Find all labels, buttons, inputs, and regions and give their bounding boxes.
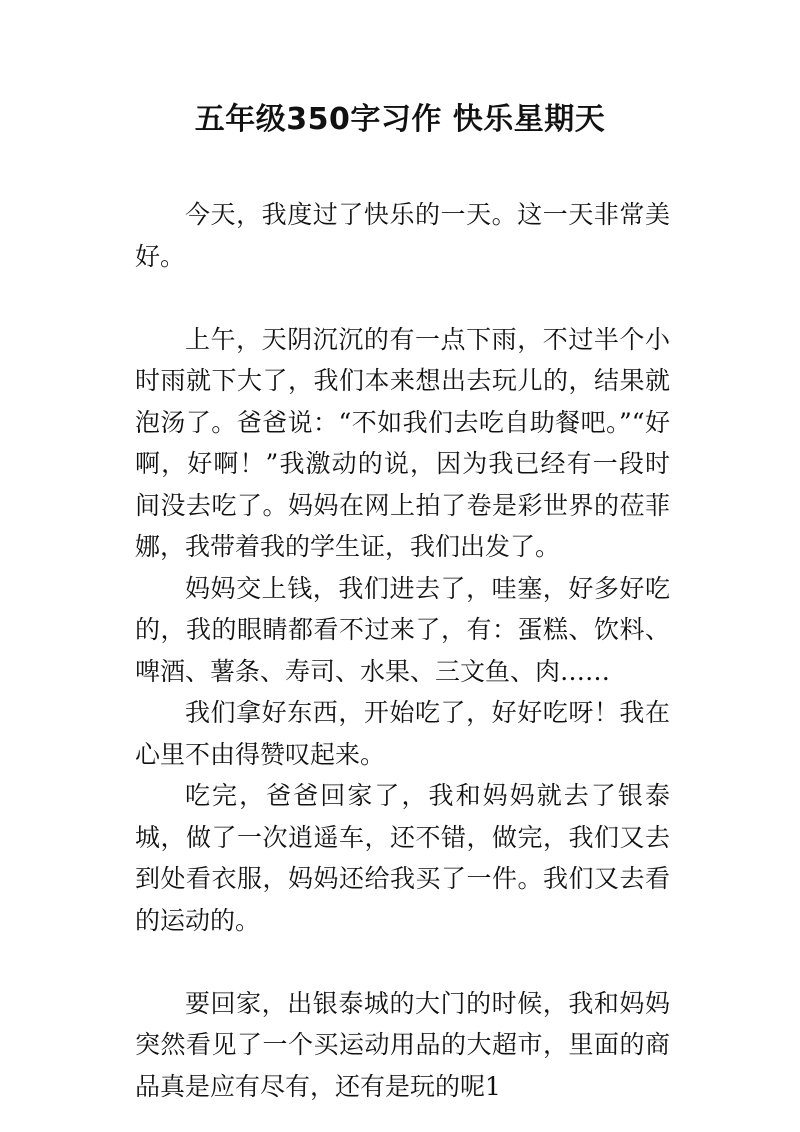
paragraph-1: 今天，我度过了快乐的一天。这一天非常美好。 <box>135 200 670 271</box>
paragraph-6: 要回家，出银泰城的大门的时候，我和妈妈突然看见了一个买运动用品的大超市，里面的商品真是应有尽有，还有是玩的呢1 <box>135 988 670 1101</box>
paragraph-5: 吃完，爸爸回家了，我和妈妈就去了银泰城，做了一次逍遥车，还不错，做完，我们又去到处看衣服，妈妈还给我买了一件。我们又去看的运动的。 <box>135 781 670 935</box>
document-body <box>135 194 670 1107</box>
paragraph-spacer <box>135 941 670 983</box>
paragraph-2: 上午，天阴沉沉的有一点下雨，不过半个小时雨就下大了，我们本来想出去玩儿的，结果就泡汤了。爸爸说：“不如我们去吃自助餐吧。”“好啊，好啊！”我激动的说，因为我已经有一段时间没去吃了。妈妈在网上拍了卷是彩世界的莅菲娜，我带着我的学生证，我们出发了。 <box>135 324 670 561</box>
paragraph-4: 我们拿好东西，开始吃了，好好吃呀！我在心里不由得赞叹起来。 <box>135 698 670 769</box>
document-title: 五年级350字习作 快乐星期天 <box>194 102 606 137</box>
paragraph-3: 妈妈交上钱，我们进去了，哇塞，好多好吃的，我的眼睛都看不过来了，有：蛋糕、饮料、啤酒、薯条、寿司、水果、三文鱼、肉…… <box>135 573 670 686</box>
paragraph-spacer <box>135 277 670 319</box>
